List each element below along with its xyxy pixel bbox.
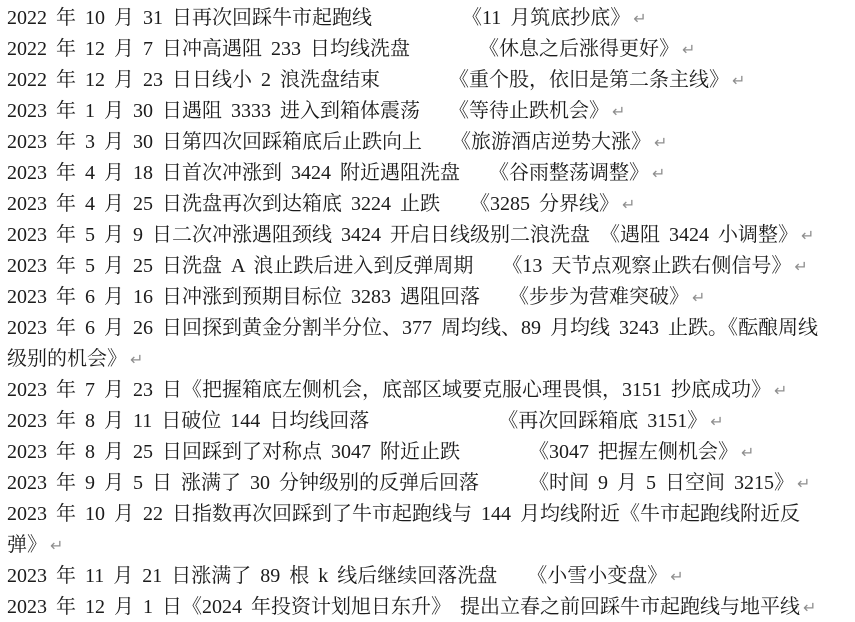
entry-paragraph [7, 34, 848, 65]
entry-text: 2022 年 12 月 7 日冲高遇阻 233 日均线洗盘 《休息之后涨得更好》 [7, 38, 679, 60]
entry-paragraph [7, 282, 848, 313]
entry-paragraph [7, 437, 848, 468]
paragraph-return-mark-icon: ↵ [732, 71, 746, 90]
entry-paragraph [7, 561, 848, 592]
entry-text: 2023 年 6 月 16 日冲涨到预期目标位 3283 遇阻回落 《步步为营难突破》 [7, 286, 689, 308]
paragraph-return-mark-icon: ↵ [682, 40, 696, 59]
paragraph-return-mark-icon: ↵ [710, 412, 724, 431]
entry-paragraph [7, 3, 848, 34]
paragraph-return-mark-icon: ↵ [670, 567, 684, 586]
entry-text: 2023 年 5 月 25 日洗盘 A 浪止跌后进入到反弹周期 《13 天节点观察止跌右侧信号》 [7, 255, 792, 277]
paragraph-return-mark-icon: ↵ [612, 102, 626, 121]
paragraph-return-mark-icon: ↵ [130, 350, 144, 369]
entry-text: 2023 年 3 月 30 日第四次回踩箱底后止跌向上 《旅游酒店逆势大涨》 [7, 131, 651, 153]
entry-text: 2023 年 4 月 18 日首次冲涨到 3424 附近遇阻洗盘 《谷雨整荡调整》 [7, 162, 649, 184]
entry-text: 2023 年 1 月 30 日遇阻 3333 进入到箱体震荡 《等待止跌机会》 [7, 100, 609, 122]
paragraph-return-mark-icon: ↵ [654, 133, 668, 152]
entry-paragraph [7, 468, 848, 499]
entry-paragraph [7, 127, 848, 158]
paragraph-return-mark-icon: ↵ [652, 164, 666, 183]
paragraph-return-mark-icon: ↵ [794, 257, 808, 276]
entry-paragraph [7, 251, 848, 282]
entry-text-continuation: 级别的机会》 [7, 348, 127, 370]
entry-text: 2023 年 11 月 21 日涨满了 89 根 k 线后继续回落洗盘 《小雪小变盘》 [7, 565, 668, 587]
paragraph-return-mark-icon: ↵ [774, 381, 788, 400]
entry-text: 2022 年 10 月 31 日再次回踩牛市起跑线 《11 月筑底抄底》 [7, 7, 631, 29]
entry-text: 2023 年 12 月 1 日《2024 年投资计划旭日东升》 提出立春之前回踩牛市起跑线与地平线 [7, 596, 800, 618]
entry-text: 2023 年 6 月 26 日回探到黄金分割半分位、377 周均线、89 月均线 3243 止跌。《酝酿周线 [7, 317, 818, 339]
paragraph-return-mark-icon: ↵ [741, 443, 755, 462]
paragraph-return-mark-icon: ↵ [803, 598, 817, 617]
entry-text: 2023 年 7 月 23 日《把握箱底左侧机会，底部区域要克服心理畏惧，3151 抄底成功》 [7, 379, 771, 401]
entry-paragraph [7, 65, 848, 96]
entry-paragraph [7, 158, 848, 189]
entry-text: 2023 年 8 月 25 日回踩到了对称点 3047 附近止跌 《3047 把握左侧机会》 [7, 441, 738, 463]
paragraph-return-mark-icon: ↵ [797, 474, 811, 493]
paragraph-return-mark-icon: ↵ [50, 536, 64, 555]
entry-text: 2022 年 12 月 23 日日线小 2 浪洗盘结束 《重个股，依旧是第二条主线》 [7, 69, 729, 91]
entry-paragraph [7, 96, 848, 127]
paragraph-return-mark-icon: ↵ [633, 9, 647, 28]
entry-paragraph [7, 313, 848, 375]
entry-text: 2023 年 9 月 5 日 涨满了 30 分钟级别的反弹后回落 《时间 9 月 5 日空间 3215》 [7, 472, 794, 494]
entry-text: 2023 年 5 月 9 日二次冲涨遇阻颈线 3424 开启日线级别二浪洗盘 《遇阻 3424 小调整》 [7, 224, 798, 246]
entry-text: 2023 年 10 月 22 日指数再次回踩到了牛市起跑线与 144 月均线附近《牛市起跑线附近反 [7, 503, 800, 525]
entry-paragraph [7, 220, 848, 251]
paragraph-return-mark-icon: ↵ [801, 226, 815, 245]
entry-text: 2023 年 4 月 25 日洗盘再次到达箱底 3224 止跌 《3285 分界线》 [7, 193, 619, 215]
paragraph-return-mark-icon: ↵ [622, 195, 636, 214]
entry-paragraph [7, 499, 848, 561]
entry-text-continuation: 弹》 [7, 534, 47, 556]
entry-paragraph [7, 592, 848, 622]
entry-paragraph [7, 406, 848, 437]
entry-text: 2023 年 8 月 11 日破位 144 日均线回落 《再次回踩箱底 3151》 [7, 410, 708, 432]
entry-paragraph [7, 189, 848, 220]
paragraph-return-mark-icon: ↵ [692, 288, 706, 307]
entry-paragraph [7, 375, 848, 406]
